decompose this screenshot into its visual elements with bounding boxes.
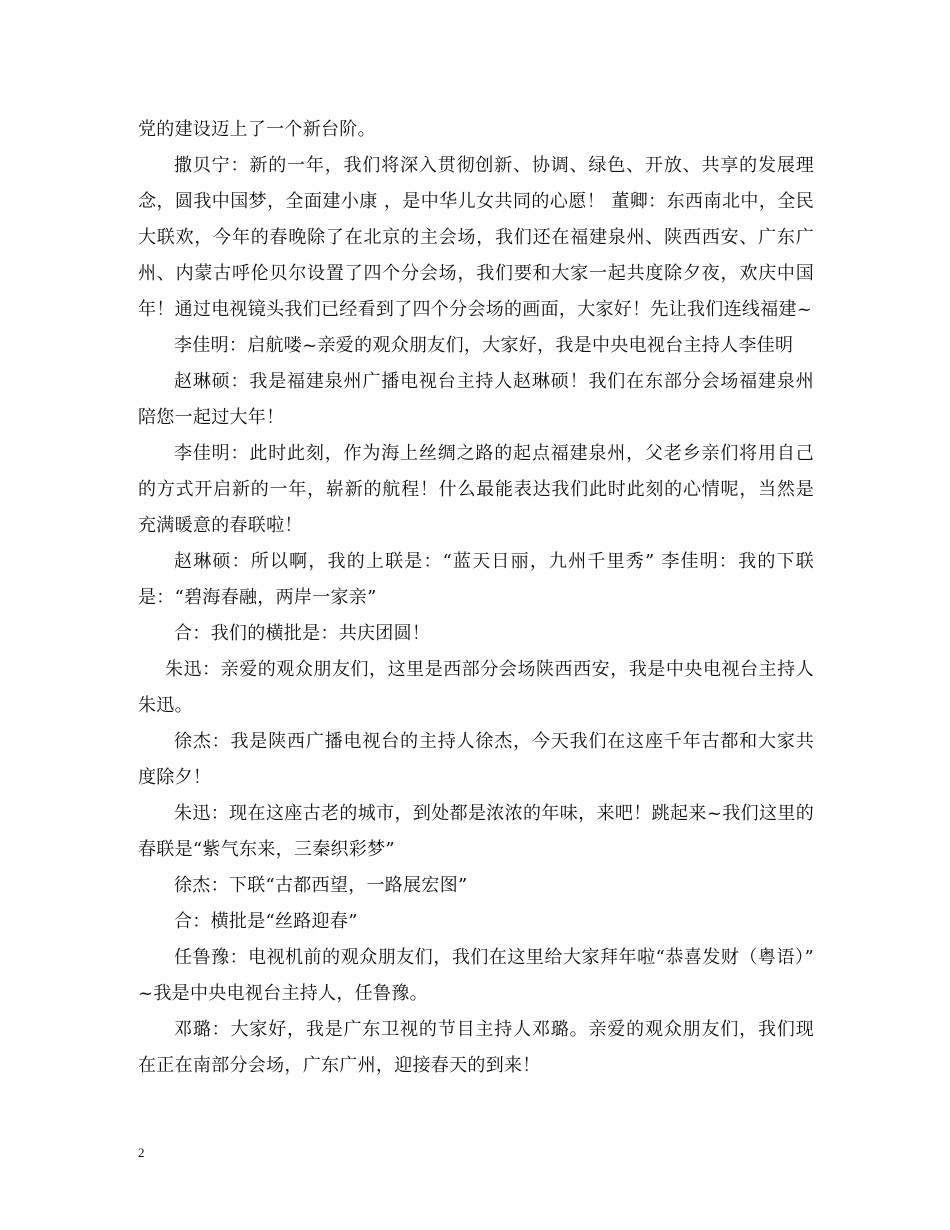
paragraph: 任鲁豫：电视机前的观众朋友们，我们在这里给大家拜年啦“恭喜发财（粤语）” ~我是中央电视台主持人，任鲁豫。 [138,947,814,1004]
paragraph: 朱迅：亲爱的观众朋友们，这里是西部分会场陕西西安，我是中央电视台主持人朱迅。 [138,659,814,716]
paragraph: 赵琳硕：所以啊，我的上联是：“蓝天日丽，九州千里秀” 李佳明：我的下联是：“碧海春融，两岸一家亲” [138,551,814,608]
paragraph: 邓璐：大家好，我是广东卫视的节目主持人邓璐。亲爱的观众朋友们，我们现在正在南部分会场，广东广州，迎接春天的到来！ [138,1019,814,1076]
paragraph: 李佳明：启航喽~亲爱的观众朋友们，大家好，我是中央电视台主持人李佳明 [174,335,794,356]
document-body [138,112,814,1084]
paragraph: 撒贝宁：新的一年，我们将深入贯彻创新、协调、绿色、开放、共享的发展理念，圆我中国梦，全面建小康 ，是中华儿女共同的心愿！ 董卿：东西南北中，全民大联欢，今年的春晚除了在北京的主会场，我们还在福建泉州、陕西西安、广东广州、内蒙古呼伦贝尔设置了四个分会场，我们要和大家一起共度除夕夜，欢庆中国年！通过电视镜头我们已经看到了四个分会场的画面，大家好！先让我们连线福建~ [138,155,814,320]
paragraph: 朱迅：现在这座古老的城市，到处都是浓浓的年味，来吧！跳起来~我们这里的春联是“紫气东来，三秦织彩梦” [138,803,814,860]
paragraph: 赵琳硕：我是福建泉州广播电视台主持人赵琳硕！我们在东部分会场福建泉州陪您一起过大年！ [138,371,814,428]
paragraph: 徐杰：我是陕西广播电视台的主持人徐杰，今天我们在这座千年古都和大家共度除夕！ [138,731,814,788]
paragraph: 李佳明：此时此刻，作为海上丝绸之路的起点福建泉州，父老乡亲们将用自己的方式开启新的一年，崭新的航程！什么最能表达我们此时此刻的心情呢，当然是充满暖意的春联啦！ [138,443,814,536]
paragraph: 党的建设迈上了一个新台阶。 [138,119,376,140]
paragraph: 合：横批是“丝路迎春” [174,911,358,932]
paragraph: 徐杰：下联“古都西望，一路展宏图” [174,875,468,896]
paragraph: 合：我们的横批是：共庆团圆！ [174,623,431,644]
page-number: 2 [138,1145,145,1160]
